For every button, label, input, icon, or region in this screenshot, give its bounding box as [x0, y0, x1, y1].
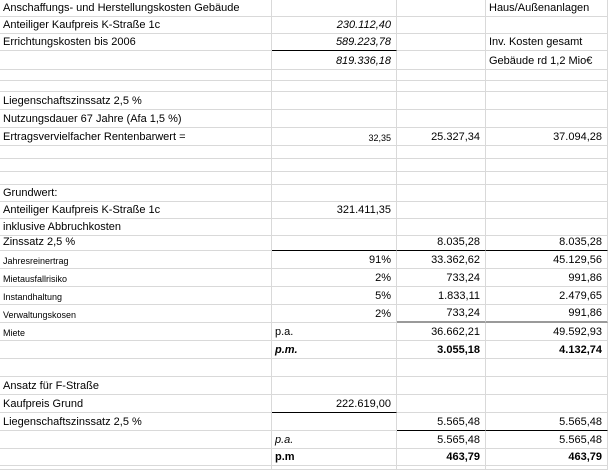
cell-A15[interactable]: inklusive Abbruchkosten: [0, 219, 272, 236]
cell-C5[interactable]: [397, 70, 486, 81]
cell-B20[interactable]: 2%: [272, 305, 397, 323]
cell-A5[interactable]: [0, 70, 272, 81]
cell-D4[interactable]: Gebäude rd 1,2 Mio€: [486, 51, 608, 70]
cell-C15[interactable]: [397, 219, 486, 236]
cell-B17[interactable]: 91%: [272, 251, 397, 269]
sheet-row: [0, 202, 608, 219]
cell-D12[interactable]: [486, 172, 608, 185]
cell-C4[interactable]: [397, 51, 486, 70]
sheet-row: [0, 172, 608, 185]
cell-C3[interactable]: [397, 34, 486, 51]
cell-D1[interactable]: Haus/Außenanlagen: [486, 0, 608, 17]
cell-B10[interactable]: [272, 146, 397, 159]
sheet-row: [0, 359, 608, 377]
cell-B19[interactable]: 5%: [272, 287, 397, 305]
cell-B4[interactable]: 819.336,18: [272, 51, 397, 70]
cell-B23[interactable]: [272, 359, 397, 377]
sheet-row: [0, 269, 608, 287]
cell-A26[interactable]: Liegenschaftszinssatz 2,5 %: [0, 413, 272, 431]
cell-C26[interactable]: 5.565,48: [397, 413, 486, 431]
cell-A21[interactable]: Miete: [0, 323, 272, 341]
cell-B22[interactable]: p.m.: [272, 341, 397, 359]
cell-C8[interactable]: [397, 110, 486, 128]
sheet-row: [0, 92, 608, 110]
cell-B14[interactable]: 321.411,35: [272, 202, 397, 219]
sheet-row: [0, 236, 608, 251]
sheet-row: [0, 431, 608, 449]
cell-A16[interactable]: Zinssatz 2,5 %: [0, 236, 272, 251]
cell-D22[interactable]: 4.132,74: [486, 341, 608, 359]
cell-A25[interactable]: Kaufpreis Grund: [0, 395, 272, 413]
sheet-row: [0, 341, 608, 359]
cell-A20[interactable]: Verwaltungskosen: [0, 305, 272, 323]
cell-B15[interactable]: [272, 219, 397, 236]
cell-C21[interactable]: 36.662,21: [397, 323, 486, 341]
cell-C28[interactable]: 463,79: [397, 449, 486, 466]
cell-D2[interactable]: [486, 17, 608, 34]
cell-B21[interactable]: p.a.: [272, 323, 397, 341]
cell-A13[interactable]: Grundwert:: [0, 185, 272, 202]
sheet-row: [0, 17, 608, 34]
cell-C27[interactable]: 5.565,48: [397, 431, 486, 449]
sheet-row: [0, 110, 608, 128]
cell-A9[interactable]: Ertragsvervielfacher Rentenbarwert =: [0, 128, 272, 146]
sheet-row: [0, 251, 608, 269]
cell-D29[interactable]: [486, 466, 608, 470]
cell-D19[interactable]: 2.479,65: [486, 287, 608, 305]
sheet-row: [0, 146, 608, 159]
cell-C1[interactable]: [397, 0, 486, 17]
cell-D24[interactable]: [486, 377, 608, 395]
sheet-row: [0, 185, 608, 202]
cell-B9[interactable]: 32,35: [272, 128, 397, 146]
cell-A1[interactable]: Anschaffungs- und Herstellungskosten Gebäude: [0, 0, 272, 17]
cell-B13[interactable]: [272, 185, 397, 202]
cell-B5[interactable]: [272, 70, 397, 81]
cell-A4[interactable]: [0, 51, 272, 70]
sheet-row: [0, 81, 608, 92]
cell-A6[interactable]: [0, 81, 272, 92]
cell-B8[interactable]: [272, 110, 397, 128]
cell-B28[interactable]: p.m: [272, 449, 397, 466]
cell-C19[interactable]: 1.833,11: [397, 287, 486, 305]
cell-D7[interactable]: [486, 92, 608, 110]
cell-D16[interactable]: 8.035,28: [486, 236, 608, 251]
cell-A12[interactable]: [0, 172, 272, 185]
sheet-row: [0, 449, 608, 466]
cell-A7[interactable]: Liegenschaftszinssatz 2,5 %: [0, 92, 272, 110]
cell-C29[interactable]: [397, 466, 486, 470]
sheet-row: [0, 287, 608, 305]
cell-A3[interactable]: Errichtungskosten bis 2006: [0, 34, 272, 51]
cell-C6[interactable]: [397, 81, 486, 92]
cell-D27[interactable]: 5.565,48: [486, 431, 608, 449]
cell-C20[interactable]: 733,24: [397, 305, 486, 323]
cell-C10[interactable]: [397, 146, 486, 159]
cell-B25[interactable]: 222.619,00: [272, 395, 397, 413]
cell-D11[interactable]: [486, 159, 608, 172]
cell-A14[interactable]: Anteiliger Kaufpreis K-Straße 1c: [0, 202, 272, 219]
cell-D15[interactable]: [486, 219, 608, 236]
cell-D14[interactable]: [486, 202, 608, 219]
cell-A29[interactable]: [0, 466, 272, 470]
cell-D6[interactable]: [486, 81, 608, 92]
cell-C12[interactable]: [397, 172, 486, 185]
cell-A11[interactable]: [0, 159, 272, 172]
cell-C18[interactable]: 733,24: [397, 269, 486, 287]
cell-C13[interactable]: [397, 185, 486, 202]
sheet-row: [0, 305, 608, 323]
cell-C17[interactable]: 33.362,62: [397, 251, 486, 269]
cell-C7[interactable]: [397, 92, 486, 110]
cell-C22[interactable]: 3.055,18: [397, 341, 486, 359]
cell-B24[interactable]: [272, 377, 397, 395]
cell-A22[interactable]: [0, 341, 272, 359]
sheet-row: [0, 128, 608, 146]
sheet-row: [0, 395, 608, 413]
cell-B26[interactable]: [272, 413, 397, 431]
cell-A27[interactable]: [0, 431, 272, 449]
cell-A23[interactable]: [0, 359, 272, 377]
cell-D17[interactable]: 45.129,56: [486, 251, 608, 269]
cell-B12[interactable]: [272, 172, 397, 185]
cell-A8[interactable]: Nutzungsdauer 67 Jahre (Afa 1,5 %): [0, 110, 272, 128]
cell-D3[interactable]: Inv. Kosten gesamt: [486, 34, 608, 51]
cell-A18[interactable]: Mietausfallrisiko: [0, 269, 272, 287]
sheet-row: [0, 413, 608, 431]
cell-B18[interactable]: 2%: [272, 269, 397, 287]
cell-D18[interactable]: 991,86: [486, 269, 608, 287]
cell-D23[interactable]: [486, 359, 608, 377]
cell-B1[interactable]: [272, 0, 397, 17]
cell-B7[interactable]: [272, 92, 397, 110]
sheet-row: [0, 219, 608, 236]
cell-B3[interactable]: 589.223,78: [272, 34, 397, 51]
sheet-row: [0, 51, 608, 70]
sheet-row: [0, 70, 608, 81]
cell-A10[interactable]: [0, 146, 272, 159]
cell-D5[interactable]: [486, 70, 608, 81]
cell-C23[interactable]: [397, 359, 486, 377]
cell-A28[interactable]: [0, 449, 272, 466]
cell-D21[interactable]: 49.592,93: [486, 323, 608, 341]
cell-A19[interactable]: Instandhaltung: [0, 287, 272, 305]
sheet-row: [0, 323, 608, 341]
cell-C2[interactable]: [397, 17, 486, 34]
cell-D13[interactable]: [486, 185, 608, 202]
cell-C9[interactable]: 25.327,34: [397, 128, 486, 146]
cell-C24[interactable]: [397, 377, 486, 395]
cell-A2[interactable]: Anteiliger Kaufpreis K-Straße 1c: [0, 17, 272, 34]
cell-D26[interactable]: 5.565,48: [486, 413, 608, 431]
cell-B29[interactable]: [272, 466, 397, 470]
cell-A24[interactable]: Ansatz für F-Straße: [0, 377, 272, 395]
cell-D25[interactable]: [486, 395, 608, 413]
cell-A17[interactable]: Jahresreinertrag: [0, 251, 272, 269]
cell-D28[interactable]: 463,79: [486, 449, 608, 466]
cell-C11[interactable]: [397, 159, 486, 172]
sheet-row: [0, 0, 608, 17]
cell-C14[interactable]: [397, 202, 486, 219]
cell-D10[interactable]: [486, 146, 608, 159]
cell-D9[interactable]: 37.094,28: [486, 128, 608, 146]
cell-D8[interactable]: [486, 110, 608, 128]
sheet-row: [0, 377, 608, 395]
cell-B27[interactable]: p.a.: [272, 431, 397, 449]
sheet-row: [0, 159, 608, 172]
cell-B11[interactable]: [272, 159, 397, 172]
cell-C16[interactable]: 8.035,28: [397, 236, 486, 251]
sheet-row: [0, 34, 608, 51]
cell-C25[interactable]: [397, 395, 486, 413]
sheet-row: [0, 466, 608, 470]
cell-B6[interactable]: [272, 81, 397, 92]
cell-D20[interactable]: 991,86: [486, 305, 608, 323]
cell-B2[interactable]: 230.112,40: [272, 17, 397, 34]
cell-B16[interactable]: [272, 236, 397, 251]
